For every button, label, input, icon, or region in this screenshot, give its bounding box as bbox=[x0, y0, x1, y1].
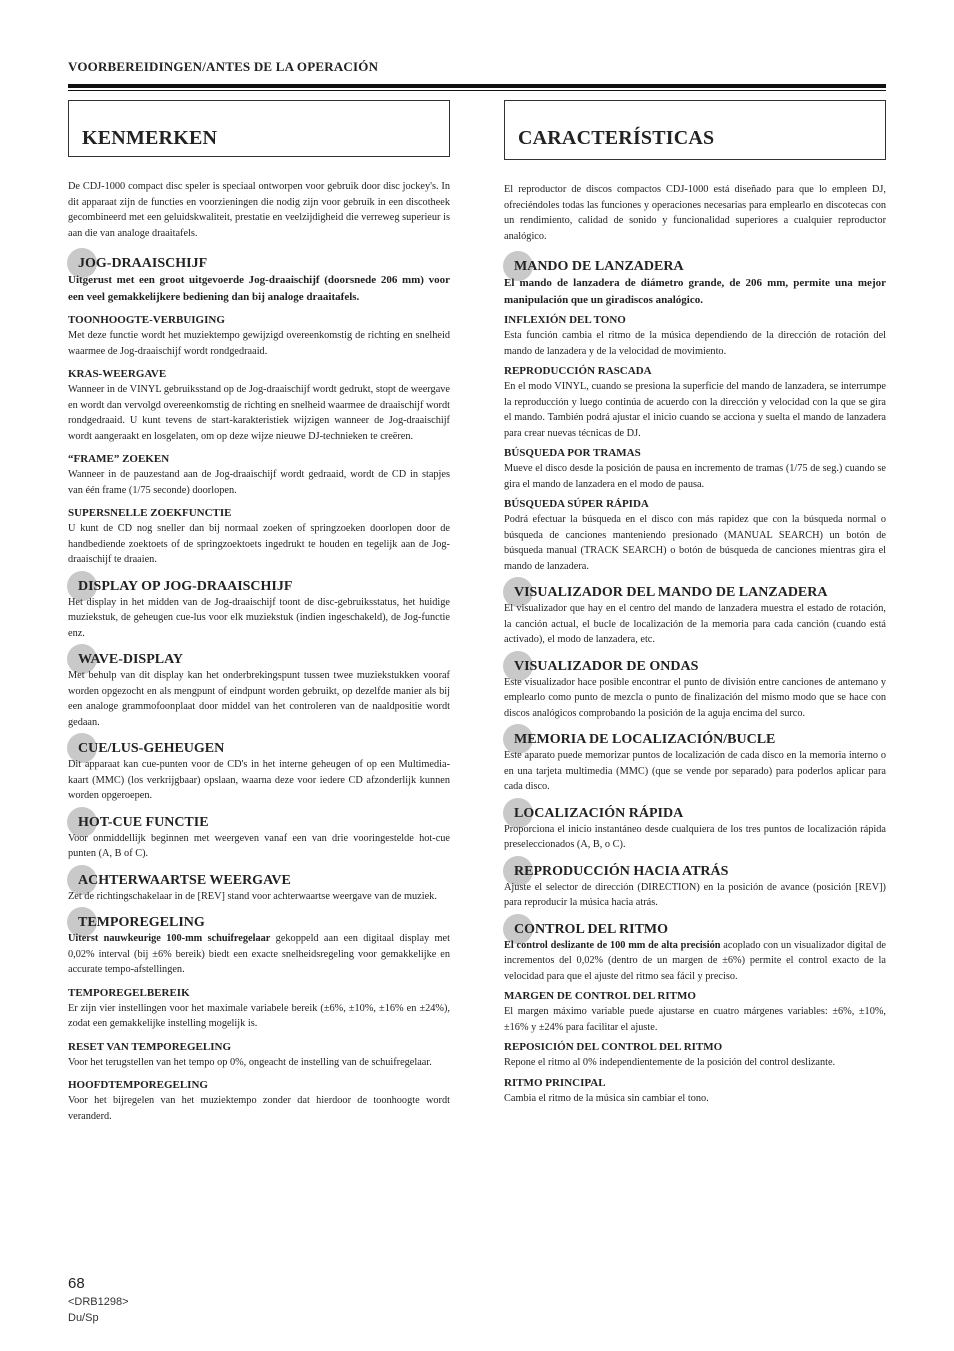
section-text bbox=[68, 931, 450, 978]
section-lead-bold: Uiterst nauwkeurige 100-mm schuifregelaar bbox=[68, 933, 271, 944]
subsection-text: Met deze functie wordt het muziektempo gewijzigd overeenkomstig de richting en snelheid waarmee de Jog-draaischijf wordt rondgedraaid. bbox=[68, 330, 450, 357]
subsection-title: MARGEN DE CONTROL DEL RITMO bbox=[504, 990, 696, 1002]
page-number: 68 bbox=[68, 1275, 85, 1292]
section-memoria bbox=[504, 731, 886, 795]
title-box-spanish bbox=[504, 100, 886, 160]
subsection bbox=[504, 313, 886, 359]
section-achterwaartse bbox=[68, 872, 450, 905]
section-title: REPRODUCCIÓN HACIA ATRÁS bbox=[514, 863, 729, 879]
section-text: Met behulp van dit display kan het onderbrekingspunt tussen twee muziekstukken vooraf worden opgezocht en als mengpunt of eindpunt worden gebruikt, op dezelfde manier als bij een analoge grammofoonplaat door middel van het controleren van de naaldpositie wordt gedaan. bbox=[68, 670, 450, 728]
subsection-title: BÚSQUEDA POR TRAMAS bbox=[504, 447, 641, 459]
subsection-text: Esta función cambia el ritmo de la música dependiendo de la dirección de rotación del mando de lanzadera y de la velocidad de movimiento. bbox=[504, 330, 886, 357]
section-mando-lanzadera bbox=[504, 258, 886, 574]
section-title: MANDO DE LANZADERA bbox=[514, 259, 684, 274]
section-lead: Uitgerust met een groot uitgevoerde Jog-draaischijf (doorsnede 206 mm) voor een veel gemakkelijkere bediening dan bij analoge draaitafels. bbox=[68, 274, 450, 303]
subsection-text: Repone el ritmo al 0% independientemente de la posición del control deslizante. bbox=[504, 1057, 836, 1068]
column-dutch bbox=[68, 100, 450, 1124]
subsection-text: El margen máximo variable puede ajustarse en cuatro márgenes variables: ±6%, ±10%, ±16% y ±24% para facilitar el ajuste. bbox=[504, 1006, 886, 1033]
subsection bbox=[504, 1040, 886, 1071]
section-title: VISUALIZADOR DE ONDAS bbox=[514, 658, 699, 674]
section-cue-lus bbox=[68, 740, 450, 804]
section-display-jog bbox=[68, 578, 450, 642]
section-text: Voor onmiddellijk beginnen met weergeven vanaf een van drie vooringestelde hot-cue punten (A, B of C). bbox=[68, 832, 450, 859]
subsection bbox=[68, 986, 450, 1032]
section-lead-rest: acoplado con un visualizador digital de incrementos del 0,02% (dentro de un margen de ±6%) permite el control exacto de la velocidad para que el ajuste del ritmo sea fácil y preciso. bbox=[504, 939, 886, 982]
subsection bbox=[68, 313, 450, 359]
title-box-dutch bbox=[68, 100, 450, 157]
section-hot-cue bbox=[68, 814, 450, 862]
subsection-text: Podrá efectuar la búsqueda en el disco con más rapidez que con la búsqueda normal o búsqueda de canciones manteniendo presionado (MANUAL SEARCH) un botón de búsqueda manual (TRACK SEARCH) o botón de búsqueda de canciones mientras gira el mando de lanzadera. bbox=[504, 514, 886, 572]
subsection bbox=[504, 497, 886, 574]
section-localizacion-rapida bbox=[504, 805, 886, 853]
section-visualizador-mando bbox=[504, 584, 886, 648]
section-lead-bold: El control deslizante de 100 mm de alta precisión bbox=[504, 939, 721, 951]
subsection-title: RESET VAN TEMPOREGELING bbox=[68, 1040, 232, 1053]
section-control-ritmo bbox=[504, 921, 886, 1107]
section-text bbox=[504, 938, 886, 985]
header-rule-thick bbox=[68, 84, 886, 88]
section-title: ACHTERWAARTSE WEERGAVE bbox=[78, 872, 291, 888]
subsection-text: Mueve el disco desde la posición de pausa en incremento de tramas (1/75 de seg.) cuando se gira el mando de lanzadera en el modo de pausa. bbox=[504, 463, 886, 490]
section-text: Ajuste el selector de dirección (DIRECTION) en la posición de avance (posición [REV]) para reproducir la música hacia atrás. bbox=[504, 881, 886, 908]
section-text: Proporciona el inicio instantáneo desde cualquiera de los tres puntos de localización rápida preseleccionados (A, B, o C). bbox=[504, 823, 886, 850]
subsection-title: KRAS-WEERGAVE bbox=[68, 368, 167, 380]
subsection-title: SUPERSNELLE ZOEKFUNCTIE bbox=[68, 507, 232, 519]
column-spanish bbox=[504, 100, 886, 1106]
subsection bbox=[504, 989, 886, 1035]
section-title: CONTROL DEL RITMO bbox=[514, 921, 669, 937]
intro-spanish: El reproductor de discos compactos CDJ-1000 está diseñado para que lo empleen DJ, ofreciéndoles todas las funciones y operaciones necesarias para emplearlo en discotecas con un rendimiento, calidad de sonido y funcionalidad superiores a cualquier reproductor analógico. bbox=[504, 184, 886, 242]
section-title: JOG-DRAAISCHIJF bbox=[78, 256, 208, 271]
subsection bbox=[504, 446, 886, 492]
subsection bbox=[504, 1076, 886, 1107]
page-title-spanish: CARACTERÍSTICAS bbox=[518, 127, 715, 149]
section-title: VISUALIZADOR DEL MANDO DE LANZADERA bbox=[514, 585, 828, 600]
subsection-title: INFLEXIÓN DEL TONO bbox=[504, 314, 626, 326]
subsection-text: Voor het bijregelen van het muziektempo zonder dat hierdoor de toonhoogte wordt veranderd. bbox=[68, 1095, 450, 1122]
section-title: TEMPOREGELING bbox=[78, 915, 205, 930]
section-wave-display bbox=[68, 651, 450, 730]
subsection-title: HOOFDTEMPOREGELING bbox=[68, 1079, 208, 1091]
section-jog-draaischijf bbox=[68, 255, 450, 568]
language-code: Du/Sp bbox=[68, 1312, 99, 1324]
section-text: Dit apparaat kan cue-punten voor de CD's in het interne geheugen of op een Multimedia-kaart (MMC) (los verkrijgbaar) opslaan, waarna deze voor iedere CD afzonderlijk kunnen worden opgeroepen. bbox=[68, 759, 450, 801]
section-lead: El mando de lanzadera de diámetro grande, de 206 mm, permite una mejor manipulación que un giradiscos analógico. bbox=[504, 277, 886, 306]
section-title: CUE/LUS-GEHEUGEN bbox=[78, 741, 225, 756]
section-temporegeling bbox=[68, 914, 450, 1124]
subsection bbox=[68, 506, 450, 568]
section-title: LOCALIZACIÓN RÁPIDA bbox=[514, 805, 684, 821]
intro-dutch: De CDJ-1000 compact disc speler is speciaal ontworpen voor gebruik door disc jockey's. In dit apparaat zijn de functies en voorzieningen die nodig zijn voor gebruik in een discotheek gecombineerd met een geluidskwaliteit, prestatie en veelzijdigheid die verreweg superieur is aan die van analoge draaitafels. bbox=[68, 181, 450, 239]
page-footer bbox=[68, 1274, 129, 1326]
section-text: El visualizador que hay en el centro del mando de lanzadera muestra el estado de rotación, la canción actual, el bucle de localización de la memoria para cada canción (cuando está activado), el modo de lanzadera, etc. bbox=[504, 603, 886, 645]
subsection-text: Wanneer in de pauzestand aan de Jog-draaischijf wordt gedraaid, wordt de CD in stapjes van één frame (1/75 seconde) doorlopen. bbox=[68, 469, 450, 496]
subsection-title: REPRODUCCIÓN RASCADA bbox=[504, 365, 652, 377]
running-header: VOORBEREIDINGEN/ANTES DE LA OPERACIÓN bbox=[68, 59, 379, 74]
subsection bbox=[504, 364, 886, 441]
subsection-text: Er zijn vier instellingen voor het maximale variabele bereik (±6%, ±10%, ±16% en ±24%), zodat een gemakkelijke instelling mogelijk is. bbox=[68, 1002, 450, 1029]
subsection-title: REPOSICIÓN DEL CONTROL DEL RITMO bbox=[504, 1041, 723, 1053]
section-text: Este aparato puede memorizar puntos de localización de cada disco en la memoria interno o en una tarjeta multimedia (MMC) (que se vende por separado) para poderlos aplicar para cada disco. bbox=[504, 750, 886, 792]
header-rule-thin bbox=[68, 90, 886, 91]
subsection bbox=[68, 1040, 450, 1071]
section-text: Este visualizador hace posible encontrar el punto de división entre canciones de antemano y emplearlo como punto de mezcla o punto de finalización del mismo modo que se hace con discos analógicos comprobando la posición de la aguja encima del surco. bbox=[504, 676, 886, 719]
subsection-title: RITMO PRINCIPAL bbox=[504, 1076, 606, 1089]
subsection-text: U kunt de CD nog sneller dan bij normaal zoeken of springzoeken doorlopen door de handbediende zoektoets of de springzoektoets ingedrukt te houden en tegelijk aan de Jog-draaischijf te draaien. bbox=[68, 523, 450, 565]
subsection-text: Wanneer in de VINYL gebruiksstand op de Jog-draaischijf wordt gedrukt, stopt de weergave en wordt dan vervolgd overeenkomstig de richting en snelheid waarmee de draaischijf wordt rondgedraaid. U kunt tevens de start-karakteristiek wijzigen wanneer de Jog-draaischijf wordt aangeraakt en losgelaten, om op deze wijze nieuwe DJ-technieken te creëren. bbox=[68, 384, 451, 442]
subsection-title: “FRAME” ZOEKEN bbox=[68, 453, 170, 465]
section-title: WAVE-DISPLAY bbox=[78, 652, 184, 667]
section-reproduccion-atras bbox=[504, 863, 886, 911]
subsection-text: En el modo VINYL, cuando se presiona la superficie del mando de lanzadera, se interrumpe la reproducción y luego continúa de acuerdo con la dirección y velocidad con la que se gira el mando. También podrá ajustar el inicio cuando se acciona y suelta el mando de lanzadera para crear nuevas técnicas de DJ. bbox=[504, 381, 886, 439]
section-text: Het display in het midden van de Jog-draaischijf toont de disc-gebruiksstatus, het huidige muziekstuk, de geheugen cue-lus voor elk muziekstuk (indien ingeschakeld), de Jog-functie enz. bbox=[68, 596, 450, 639]
subsection-title: BÚSQUEDA SÚPER RÁPIDA bbox=[504, 498, 649, 510]
subsection bbox=[68, 1078, 450, 1124]
subsection bbox=[68, 367, 450, 444]
subsection bbox=[68, 452, 450, 498]
subsection-title: TEMPOREGELBEREIK bbox=[68, 986, 190, 999]
section-title: DISPLAY OP JOG-DRAAISCHIJF bbox=[78, 578, 293, 594]
subsection-title: TOONHOOGTE-VERBUIGING bbox=[68, 314, 225, 326]
document-code: <DRB1298> bbox=[68, 1296, 129, 1308]
page-title-dutch: KENMERKEN bbox=[82, 127, 218, 149]
section-text: Zet de richtingschakelaar in de [REV] stand voor achterwaartse weergave van de muziek. bbox=[68, 890, 437, 902]
section-lead-rest: gekoppeld aan een digitaal display met 0,02% interval (bij ±6% bereik) biedt een exacte snelheidsregeling voor gemakkelijke en accurate tempo-afstellingen. bbox=[68, 933, 450, 975]
subsection-text: Cambia el ritmo de la música sin cambiar el tono. bbox=[504, 1092, 709, 1104]
section-title: HOT-CUE FUNCTIE bbox=[78, 814, 209, 830]
subsection-text: Voor het terugstellen van het tempo op 0%, ongeacht de instelling van de schuifregelaar. bbox=[68, 1056, 432, 1068]
section-title: MEMORIA DE LOCALIZACIÓN/BUCLE bbox=[514, 732, 776, 747]
section-visualizador-ondas bbox=[504, 658, 886, 722]
